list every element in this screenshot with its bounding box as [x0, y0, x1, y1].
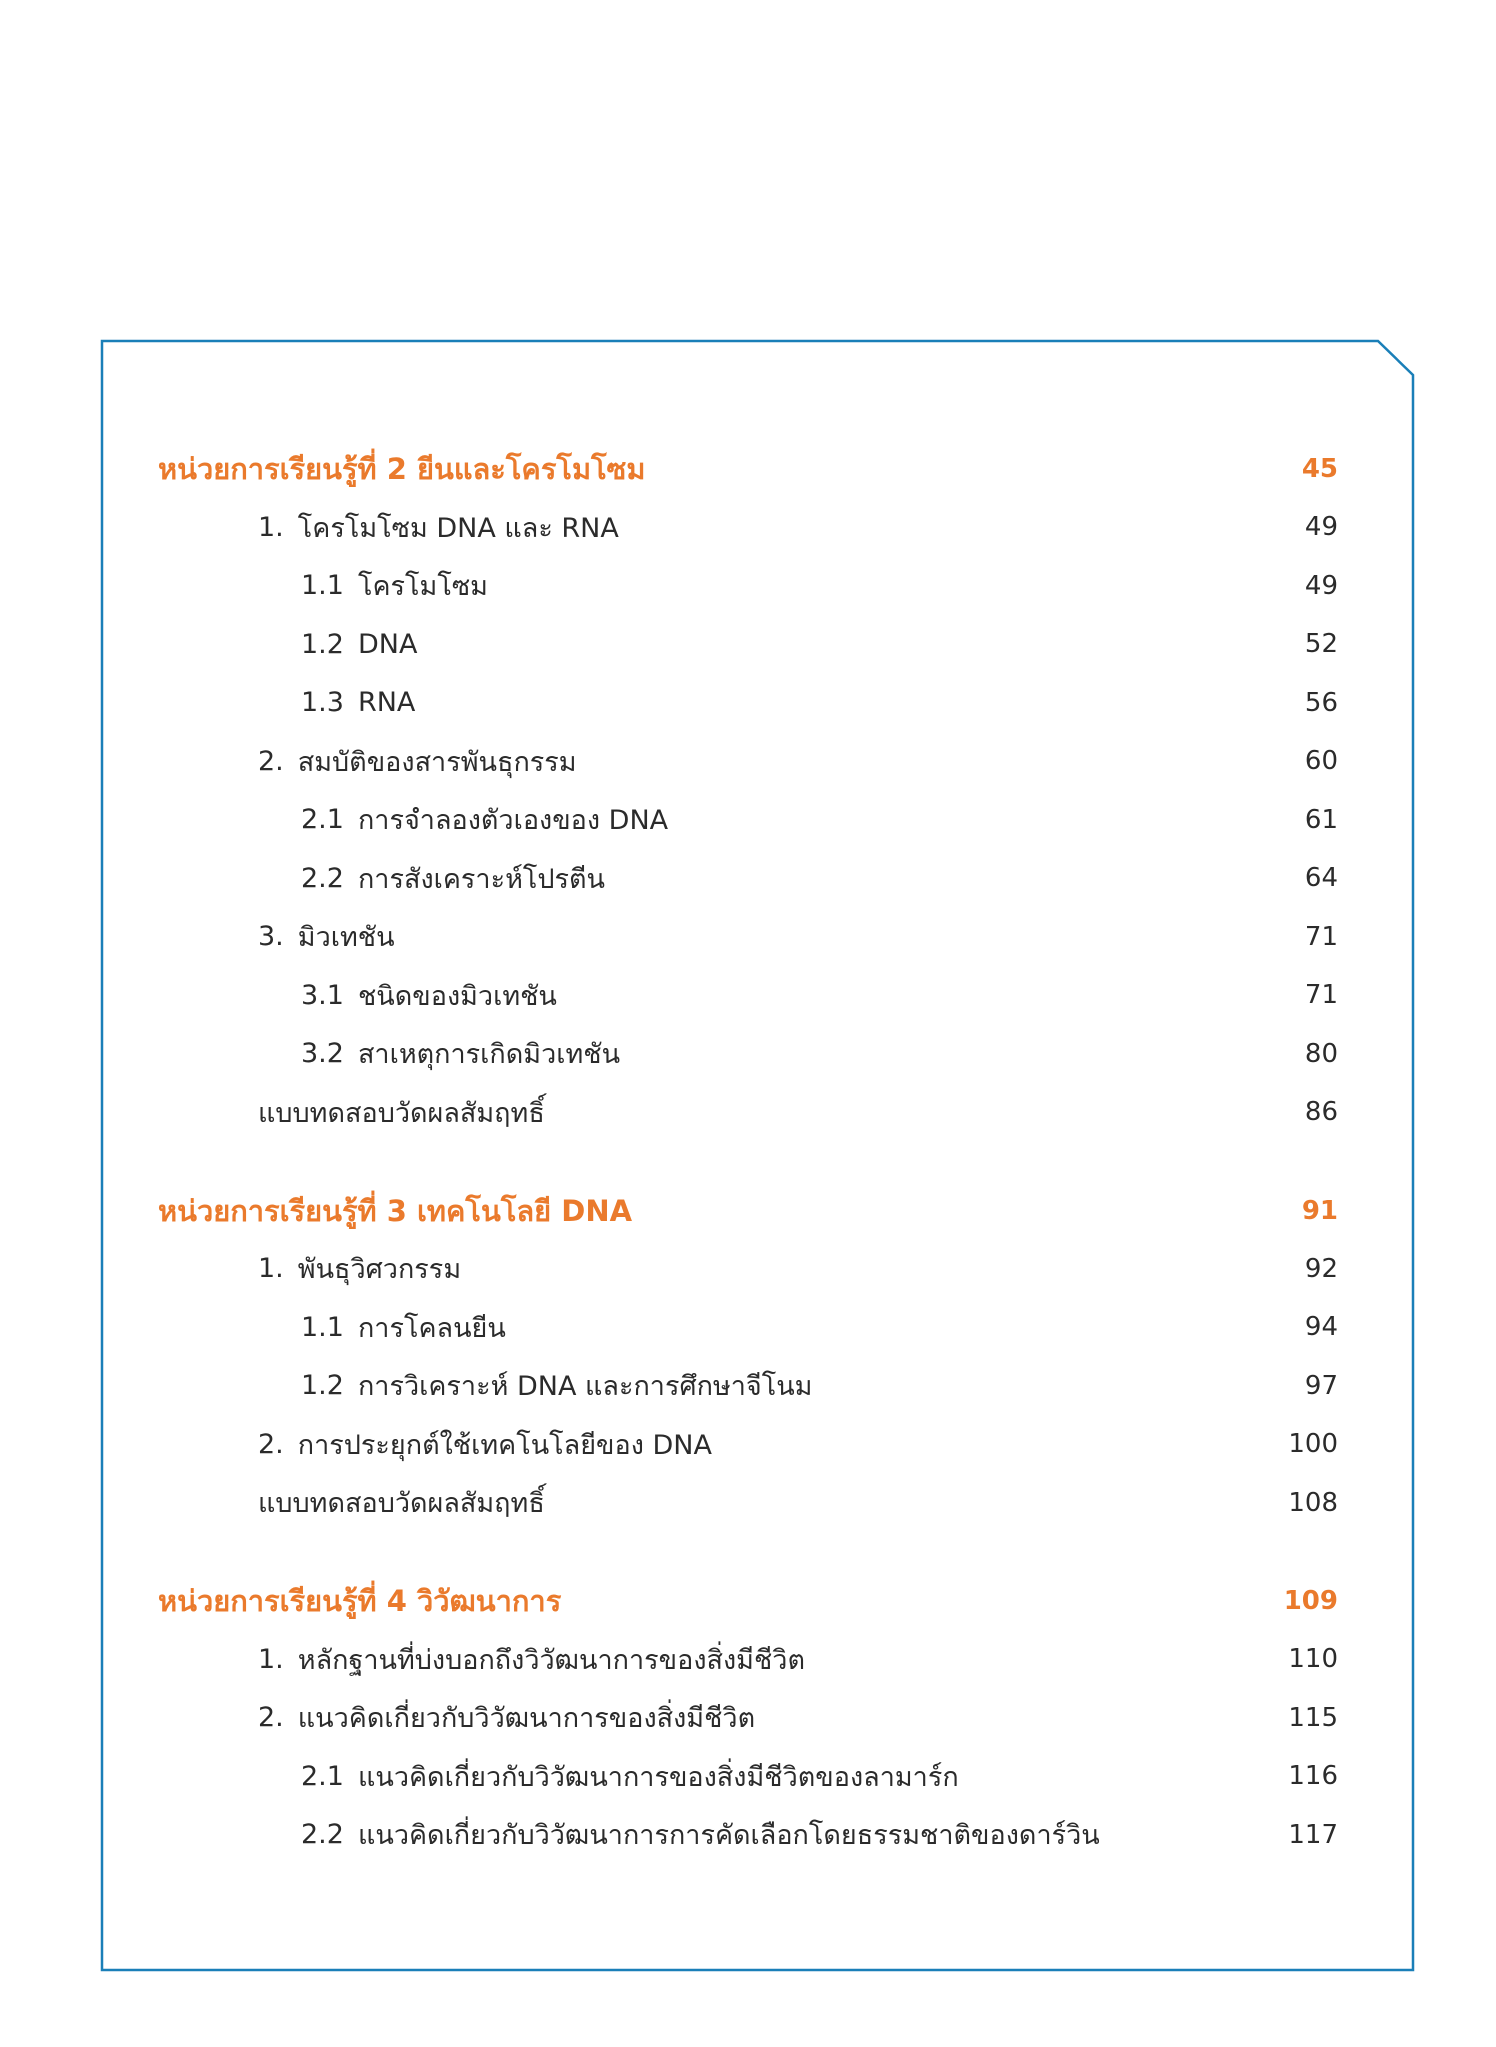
entry-page-number: 56 — [1304, 687, 1338, 718]
entry-number: 1.2 — [301, 628, 344, 660]
entry-title: การประยุกต์ใช้เทคโนโลยีของ DNA — [297, 1429, 712, 1461]
entry-number: 2.2 — [301, 1819, 344, 1851]
entry-title: แนวคิดเกี่ยวกับวิวัฒนาการของสิ่งมีชีวิตของลามาร์ก — [357, 1761, 959, 1793]
unit-title: หน่วยการเรียนรู้ที่ 2 ยีนและโครโมโซม — [158, 452, 646, 486]
entry-title: สาเหตุการเกิดมิวเทชัน — [357, 1039, 621, 1071]
toc-test-entry[interactable] — [158, 1474, 1338, 1533]
toc-subsection-entry[interactable] — [158, 1357, 1338, 1416]
unit-page-number: 45 — [1301, 454, 1338, 484]
entry-page-number: 64 — [1304, 863, 1338, 894]
entry-page-number: 117 — [1288, 1819, 1338, 1850]
toc-subsection-entry[interactable] — [158, 1747, 1338, 1806]
entry-page-number: 49 — [1304, 512, 1338, 543]
entry-page-number: 86 — [1304, 1097, 1338, 1128]
entry-page-number: 49 — [1304, 570, 1338, 601]
toc-subsection-entry[interactable] — [158, 791, 1338, 850]
toc-test-entry[interactable] — [158, 1083, 1338, 1142]
entry-title: หลักฐานที่บ่งบอกถึงวิวัฒนาการของสิ่งมีชีวิต — [297, 1644, 806, 1676]
entry-page-number: 94 — [1304, 1312, 1338, 1343]
entry-title: สมบัติของสารพันธุกรรม — [297, 746, 577, 778]
entry-page-number: 110 — [1288, 1644, 1338, 1675]
unit-page-number: 91 — [1301, 1195, 1338, 1226]
entry-title: การวิเคราะห์ DNA และการศึกษาจีโนม — [357, 1371, 813, 1403]
unit-title: หน่วยการเรียนรู้ที่ 3 เทคโนโลยี DNA — [158, 1193, 633, 1228]
entry-title: แนวคิดเกี่ยวกับวิวัฒนาการการคัดเลือกโดยธรรมชาติของดาร์วิน — [357, 1820, 1100, 1852]
entry-page-number: 71 — [1304, 921, 1338, 952]
toc-subsection-entry[interactable] — [158, 674, 1338, 733]
entry-number: 2. — [258, 1702, 284, 1734]
unit-heading[interactable] — [158, 1572, 1338, 1630]
entry-page-number: 100 — [1288, 1429, 1338, 1460]
toc-section-entry[interactable] — [158, 1415, 1338, 1474]
entry-number: 1.1 — [301, 1311, 344, 1343]
unit-heading[interactable] — [158, 1182, 1338, 1240]
unit-page-number: 109 — [1283, 1586, 1338, 1616]
entry-number: 2. — [258, 745, 284, 777]
entry-number: 3. — [258, 921, 284, 953]
entry-title: แบบทดสอบวัดผลสัมฤทธิ์ — [258, 1488, 545, 1520]
entry-title: แบบทดสอบวัดผลสัมฤทธิ์ — [258, 1097, 545, 1129]
toc-subsection-entry[interactable] — [158, 1025, 1338, 1084]
toc-section-entry[interactable] — [158, 498, 1338, 557]
entry-number: 1. — [258, 1643, 284, 1675]
entry-number: 2. — [258, 1428, 284, 1460]
toc-subsection-entry[interactable] — [158, 966, 1338, 1025]
entry-number: 3.1 — [301, 979, 344, 1011]
entry-title: DNA — [357, 628, 418, 660]
entry-title: การจำลองตัวเองของ DNA — [357, 805, 669, 837]
entry-number: 2.2 — [301, 862, 344, 894]
toc-section-entry[interactable] — [158, 908, 1338, 967]
entry-number: 1.2 — [301, 1370, 344, 1402]
toc-subsection-entry[interactable] — [158, 1298, 1338, 1357]
unit-gap — [158, 1142, 1338, 1182]
entry-number: 2.1 — [301, 1760, 344, 1792]
entry-number: 2.1 — [301, 804, 344, 836]
toc-section-entry[interactable] — [158, 1240, 1338, 1299]
entry-title: แนวคิดเกี่ยวกับวิวัฒนาการของสิ่งมีชีวิต — [297, 1703, 756, 1735]
entry-page-number: 61 — [1304, 804, 1338, 835]
table-of-contents — [158, 440, 1338, 1864]
entry-page-number: 92 — [1304, 1253, 1338, 1284]
entry-page-number: 108 — [1288, 1487, 1338, 1518]
toc-section-entry[interactable] — [158, 1689, 1338, 1748]
entry-page-number: 80 — [1304, 1038, 1338, 1069]
entry-number: 3.2 — [301, 1038, 344, 1070]
entry-title: การสังเคราะห์โปรตีน — [357, 863, 606, 895]
entry-title: มิวเทชัน — [297, 922, 395, 954]
entry-title: โครโมโซม DNA และ RNA — [297, 512, 619, 544]
entry-page-number: 71 — [1304, 980, 1338, 1011]
entry-page-number: 115 — [1288, 1702, 1338, 1733]
entry-title: โครโมโซม — [357, 571, 488, 603]
toc-section-entry[interactable] — [158, 1630, 1338, 1689]
unit-heading[interactable] — [158, 440, 1338, 498]
entry-page-number: 60 — [1304, 746, 1338, 777]
entry-title: พันธุวิศวกรรม — [297, 1254, 462, 1286]
unit-title: หน่วยการเรียนรู้ที่ 4 วิวัฒนาการ — [158, 1584, 562, 1618]
entry-number: 1.3 — [301, 687, 344, 719]
toc-section-entry[interactable] — [158, 732, 1338, 791]
toc-subsection-entry[interactable] — [158, 849, 1338, 908]
unit-gap — [158, 1532, 1338, 1572]
entry-title: การโคลนยีน — [357, 1312, 506, 1344]
toc-subsection-entry[interactable] — [158, 1806, 1338, 1865]
entry-page-number: 97 — [1304, 1370, 1338, 1401]
toc-subsection-entry[interactable] — [158, 557, 1338, 616]
entry-page-number: 116 — [1288, 1761, 1338, 1792]
entry-number: 1.1 — [301, 570, 344, 602]
toc-subsection-entry[interactable] — [158, 615, 1338, 674]
entry-page-number: 52 — [1304, 629, 1338, 660]
entry-number: 1. — [258, 511, 284, 543]
entry-number: 1. — [258, 1253, 284, 1285]
entry-title: ชนิดของมิวเทชัน — [357, 980, 557, 1012]
entry-title: RNA — [357, 687, 416, 719]
